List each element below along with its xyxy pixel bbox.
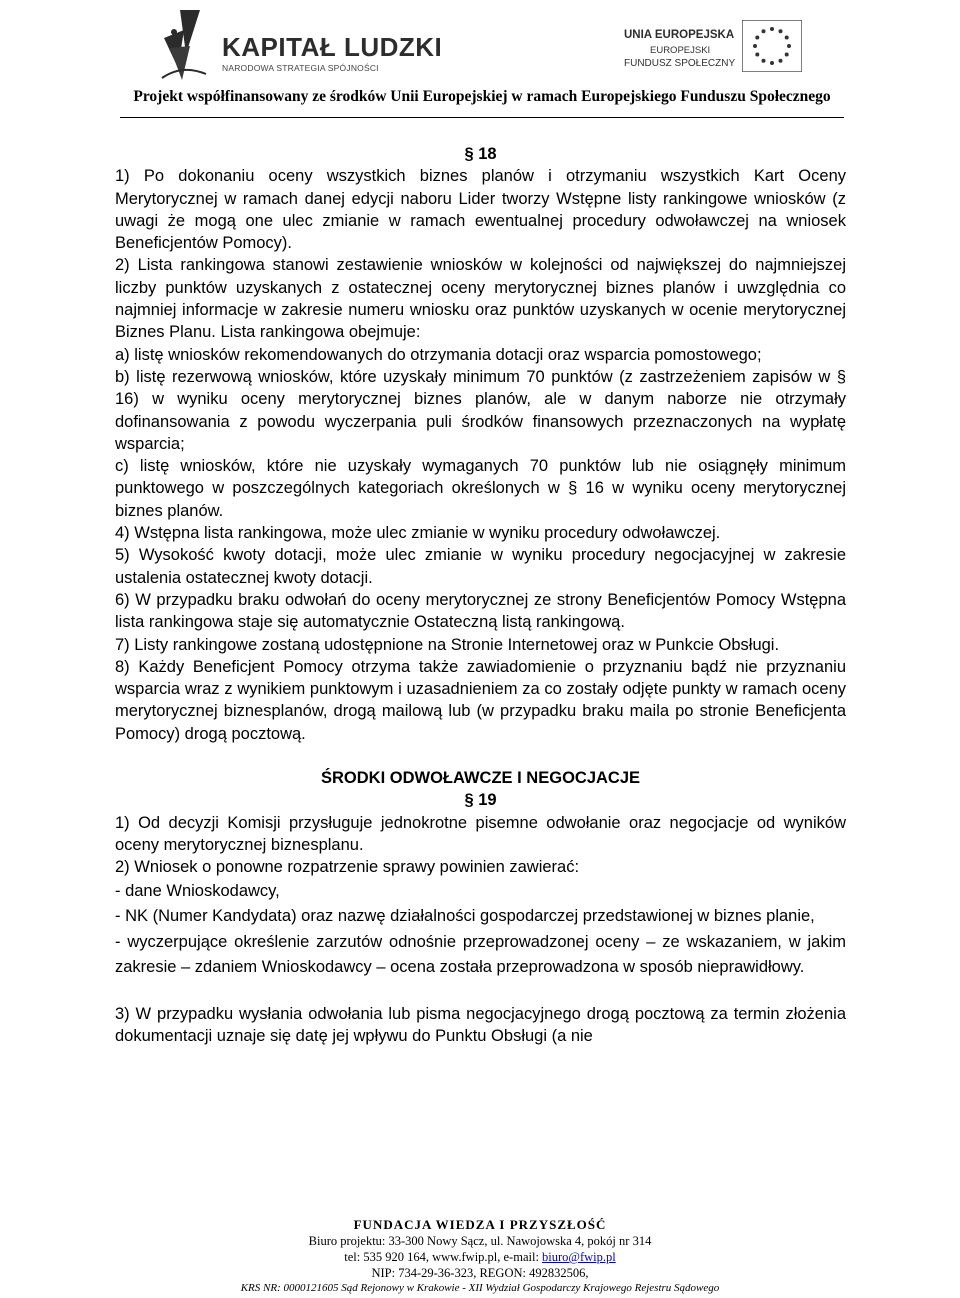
page-footer [140, 1216, 820, 1296]
header-divider [120, 117, 844, 118]
kapital-ludzki-logo [160, 8, 443, 82]
section-19-heading: § 19 [464, 791, 497, 810]
kapital-ludzki-emblem-icon [160, 8, 208, 82]
section-19-paragraph-2: 2) Wniosek o ponowne rozpatrzenie sprawy powinien zawierać: [115, 858, 580, 877]
footer-contact [140, 1249, 820, 1265]
section-18-paragraph-5: 5) Wysokość kwoty dotacji, może ulec zmianie w wyniku procedury negocjacyjnej w zakresie ustalenia ostatecznej kwoty dotacji. [115, 546, 846, 587]
footer-organization: FUNDACJA WIEDZA I PRZYSZŁOŚĆ [353, 1217, 607, 1232]
logo-left-subtitle: NARODOWA STRATEGIA SPÓJNOŚCI [222, 63, 379, 73]
eu-logo [610, 14, 810, 78]
section-18-paragraph-4: 4) Wstępna lista rankingowa, może ulec zmianie w wyniku procedury odwoławczej. [115, 524, 721, 543]
project-funding-line: Projekt współfinansowany ze środków Unii Europejskiej w ramach Europejskiego Funduszu Społecznego [133, 88, 831, 105]
section-18-paragraph-2a: a) listę wniosków rekomendowanych do otrzymania dotacji oraz wsparcia pomostowego; [115, 345, 762, 364]
eu-flag-icon [742, 20, 802, 72]
footer-address: Biuro projektu: 33-300 Nowy Sącz, ul. Nawojowska 4, pokój nr 314 [308, 1234, 652, 1248]
section-19-dash-item-1: - dane Wnioskodawcy, [115, 881, 280, 900]
footer-email-link[interactable]: biuro@fwip.pl [542, 1250, 616, 1264]
section-19-paragraph-3: 3) W przypadku wysłania odwołania lub pisma negocjacyjnego drogą pocztową za termin złożenia dokumentacji uznaje się datę jej wpływu do Punktu Obsługi (a nie [115, 1004, 846, 1045]
section-18-paragraph-1: 1) Po dokonaniu oceny wszystkich biznes planów i otrzymaniu wszystkich Kart Oceny Merytorycznej w ramach danej edycji naboru Lider tworzy Wstępne listy rankingowe wniosków (z uwagi że mogą one ulec zmianie w ramach ewentualnej procedury odwoławczej na wniosek Beneficjentów Pomocy). [115, 167, 846, 253]
section-18-paragraph-7: 7) Listy rankingowe zostaną udostępnione na Stronie Internetowej oraz w Punkcie Obsługi. [115, 635, 780, 654]
spacer [115, 981, 846, 1003]
eu-logo-line1: UNIA EUROPEJSKA [624, 29, 735, 41]
section-18-paragraph-2c: c) listę wniosków, które nie uzyskały wymaganych 70 punktów lub nie osiągnęły minimum punktowego w poszczególnych kategoriach określonych w § 16 w wyniku oceny merytorycznej biznes planów. [115, 457, 846, 520]
eu-logo-line3: FUNDUSZ SPOŁECZNY [624, 58, 736, 69]
section-19-dash-item-2: - NK (Numer Kandydata) oraz nazwę działalności gospodarczej przedstawionej w biznes planie, [115, 907, 815, 925]
spacer [115, 745, 846, 767]
footer-contact-text: tel: 535 920 164, www.fwip.pl, e-mail: [344, 1250, 543, 1264]
eu-logo-line2: EUROPEJSKI [650, 45, 711, 56]
section-19-title: ŚRODKI ODWOŁAWCZE I NEGOCJACJE [320, 769, 641, 788]
section-18-paragraph-6: 6) W przypadku braku odwołań do oceny merytorycznej ze strony Beneficjentów Pomocy Wstępna lista rankingowa staje się automatycznie Ostateczną listą rankingową. [115, 590, 846, 632]
footer-krs: KRS NR: 0000121605 Sąd Rejonowy w Krakowie - XII Wydział Gospodarczy Krajowego Rejestru Sądowego [240, 1282, 720, 1294]
section-19-paragraph-1: 1) Od decyzji Komisji przysługuje jednokrotne pisemne odwołanie oraz negocjacje od wyników oceny merytorycznej biznesplanu. [115, 813, 846, 854]
document-body [115, 143, 846, 1047]
section-18-paragraph-2: 2) Lista rankingowa stanowi zestawienie wniosków w kolejności od największej do najmniejszej liczby punktów uzyskanych z ostatecznej oceny merytorycznej biznes planów i uwzględnia co najmniej informacje w zakresie numeru wniosku oraz punktów uzyskanych w ocenie merytorycznej Biznes Planu. Lista rankingowa obejmuje: [115, 256, 846, 342]
section-18-heading: § 18 [464, 145, 497, 163]
footer-ids: NIP: 734-29-36-323, REGON: 492832506, [371, 1266, 589, 1280]
logo-left-name: KAPITAŁ LUDZKI [222, 32, 443, 62]
section-18-paragraph-8: 8) Każdy Beneficjent Pomocy otrzyma także zawiadomienie o przyznaniu bądź nie przyznaniu wsparcia wraz z wynikiem punktowym i uzasadnieniem za co zostały odjęte punkty w ramach oceny merytorycznej biznesplanów, drogą mailową lub (w przypadku braku maila po stronie Beneficjenta Pomocy) drogą pocztową. [115, 657, 846, 743]
section-19-dash-item-3: - wyczerpujące określenie zarzutów odnośnie przeprowadzonej oceny – ze wskazaniem, w jakim zakresie – zdaniem Wnioskodawcy – ocena została przeprowadzona w sposób nieprawidłowy. [115, 932, 846, 976]
section-18-paragraph-2b: b) listę rezerwową wniosków, które uzyskały minimum 70 punktów (z zastrzeżeniem zapisów w § 16) w wyniku oceny merytorycznej biznes planów, ale w danym naborze nie otrzymały dofinansowania z powodu wyczerpania puli środków finansowych przeznaczonych na wypłatę wsparcia; [115, 367, 846, 453]
